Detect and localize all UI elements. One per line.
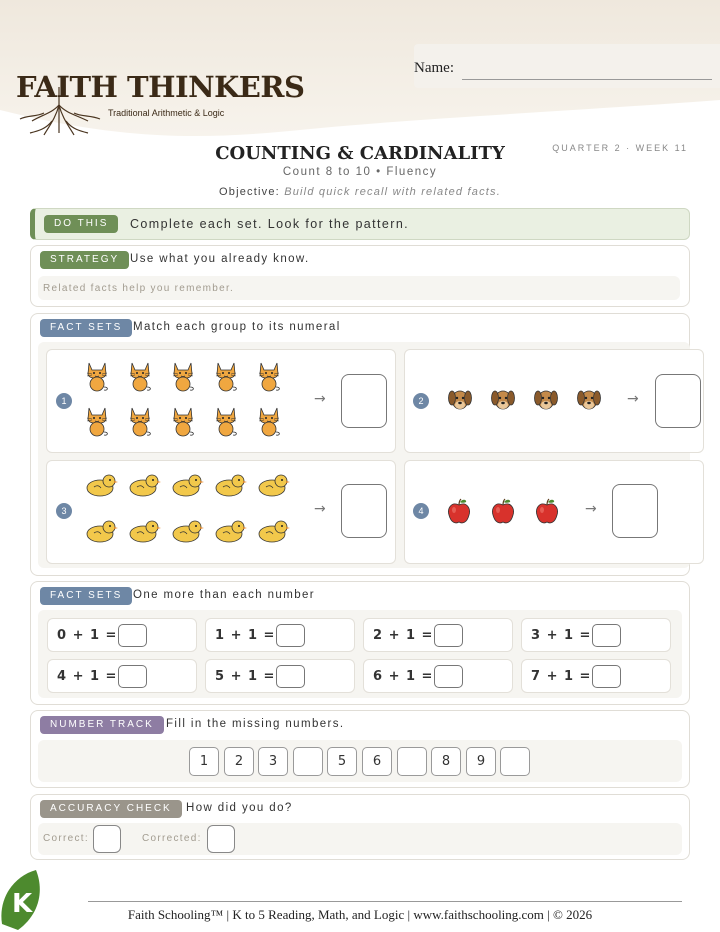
cat-icon [171, 405, 195, 441]
track-cell: 5 [327, 747, 357, 776]
fact-expression: 1 + 1 = [215, 628, 276, 643]
chick-icon [85, 518, 119, 548]
group-number-2: 2 [413, 393, 429, 409]
dog-icon [533, 386, 559, 418]
chick-icon [171, 472, 205, 502]
answer-box-4[interactable] [612, 484, 658, 538]
accuracy-inner [38, 823, 682, 855]
cat-icon [171, 360, 195, 396]
week-label: QUARTER 2 · WEEK 11 [552, 143, 688, 153]
track-cell: 9 [466, 747, 496, 776]
fact-sets-one-more-text: One more than each number [133, 589, 316, 601]
arrow-2: → [627, 391, 639, 407]
fact-item [47, 659, 197, 693]
track-blank-cell[interactable] [397, 747, 427, 776]
fact-answer-box[interactable] [592, 624, 621, 647]
footer-text: Faith Schooling™ | K to 5 Reading, Math, and Logic | www.faithschooling.com | © 2026 [127, 907, 593, 922]
chick-icon [214, 472, 248, 502]
fact-expression: 6 + 1 = [373, 669, 434, 684]
chick-icon [257, 472, 291, 502]
apple-icon [535, 497, 559, 529]
track-cell: 1 [189, 747, 219, 776]
cat-icon [85, 360, 109, 396]
cat-icon [257, 405, 281, 441]
arrow-3: → [314, 501, 326, 517]
apple-icon [447, 497, 471, 529]
fact-item [47, 618, 197, 652]
k-badge-letter: K [12, 889, 33, 919]
fact-item [521, 618, 671, 652]
fact-expression: 7 + 1 = [531, 669, 592, 684]
cat-group [85, 360, 305, 442]
fact-expression: 5 + 1 = [215, 669, 276, 684]
fact-expression: 3 + 1 = [531, 628, 592, 643]
number-track-inner [38, 740, 682, 782]
number-track-text: Fill in the missing numbers. [166, 718, 345, 730]
arrow-4: → [585, 501, 597, 517]
fact-answer-box[interactable] [276, 665, 305, 688]
fact-answer-box[interactable] [434, 665, 463, 688]
track-cell: 8 [431, 747, 461, 776]
cat-icon [257, 360, 281, 396]
footer-rule [88, 901, 682, 902]
chick-icon [128, 518, 162, 548]
fact-item [521, 659, 671, 693]
strategy-hint: Related facts help you remember. [43, 283, 235, 294]
fact-expression: 4 + 1 = [57, 669, 118, 684]
fact-sets-one-more-pill: FACT SETS [40, 587, 132, 605]
brand-logo [8, 30, 305, 118]
fact-item [363, 618, 513, 652]
do-this-pill: DO THIS [44, 215, 118, 233]
number-track-pill: NUMBER TRACK [40, 716, 164, 734]
corrected-label: Corrected: [142, 833, 202, 844]
fact-sets-match-pill: FACT SETS [40, 319, 132, 337]
fact-answer-box[interactable] [118, 665, 147, 688]
fact-item [205, 659, 355, 693]
answer-box-2[interactable] [655, 374, 701, 428]
group-number-3: 3 [56, 503, 72, 519]
answer-box-1[interactable] [341, 374, 387, 428]
track-cell: 6 [362, 747, 392, 776]
cat-icon [128, 360, 152, 396]
name-label: Name: [414, 60, 454, 76]
group-number-1: 1 [56, 393, 72, 409]
answer-box-3[interactable] [341, 484, 387, 538]
accuracy-pill: ACCURACY CHECK [40, 800, 182, 818]
strategy-text: Use what you already know. [130, 253, 310, 265]
fact-expression: 2 + 1 = [373, 628, 434, 643]
corrected-box[interactable] [207, 825, 235, 853]
chick-icon [171, 518, 205, 548]
fact-item [205, 618, 355, 652]
worksheet-objective [0, 186, 720, 198]
track-blank-cell[interactable] [500, 747, 530, 776]
worksheet-subtitle: Count 8 to 10 • Fluency [282, 166, 438, 178]
track-blank-cell[interactable] [293, 747, 323, 776]
fact-item [363, 659, 513, 693]
fact-answer-box[interactable] [276, 624, 305, 647]
strategy-pill: STRATEGY [40, 251, 129, 269]
fact-answer-box[interactable] [592, 665, 621, 688]
fact-answer-box[interactable] [434, 624, 463, 647]
apple-icon [491, 497, 515, 529]
chick-icon [257, 518, 291, 548]
brand-title: FAITH THINKERS [16, 70, 305, 104]
objective-text: Build quick recall with related facts. [284, 186, 501, 198]
name-input-line[interactable] [462, 79, 712, 80]
fact-expression: 0 + 1 = [57, 628, 118, 643]
track-cell: 3 [258, 747, 288, 776]
chick-group [85, 472, 310, 554]
chick-icon [128, 472, 162, 502]
accuracy-text: How did you do? [186, 802, 293, 814]
objective-label: Objective: [219, 186, 280, 198]
name-field-box [414, 44, 720, 88]
worksheet-title: COUNTING & CARDINALITY [215, 143, 505, 164]
dog-icon [490, 386, 516, 418]
group-number-4: 4 [413, 503, 429, 519]
cat-icon [214, 405, 238, 441]
correct-label: Correct: [43, 833, 89, 844]
dog-icon [576, 386, 602, 418]
correct-box[interactable] [93, 825, 121, 853]
do-this-text: Complete each set. Look for the pattern. [130, 217, 410, 231]
track-cell: 2 [224, 747, 254, 776]
apple-group [447, 497, 577, 529]
dog-icon [447, 386, 473, 418]
dog-group [447, 386, 617, 418]
fact-answer-box[interactable] [118, 624, 147, 647]
arrow-1: → [314, 391, 326, 407]
chick-icon [214, 518, 248, 548]
brand-tagline: Traditional Arithmetic & Logic [108, 108, 225, 118]
cat-icon [128, 405, 152, 441]
cat-icon [85, 405, 109, 441]
fact-sets-match-text: Match each group to its numeral [133, 321, 341, 333]
cat-icon [214, 360, 238, 396]
chick-icon [85, 472, 119, 502]
